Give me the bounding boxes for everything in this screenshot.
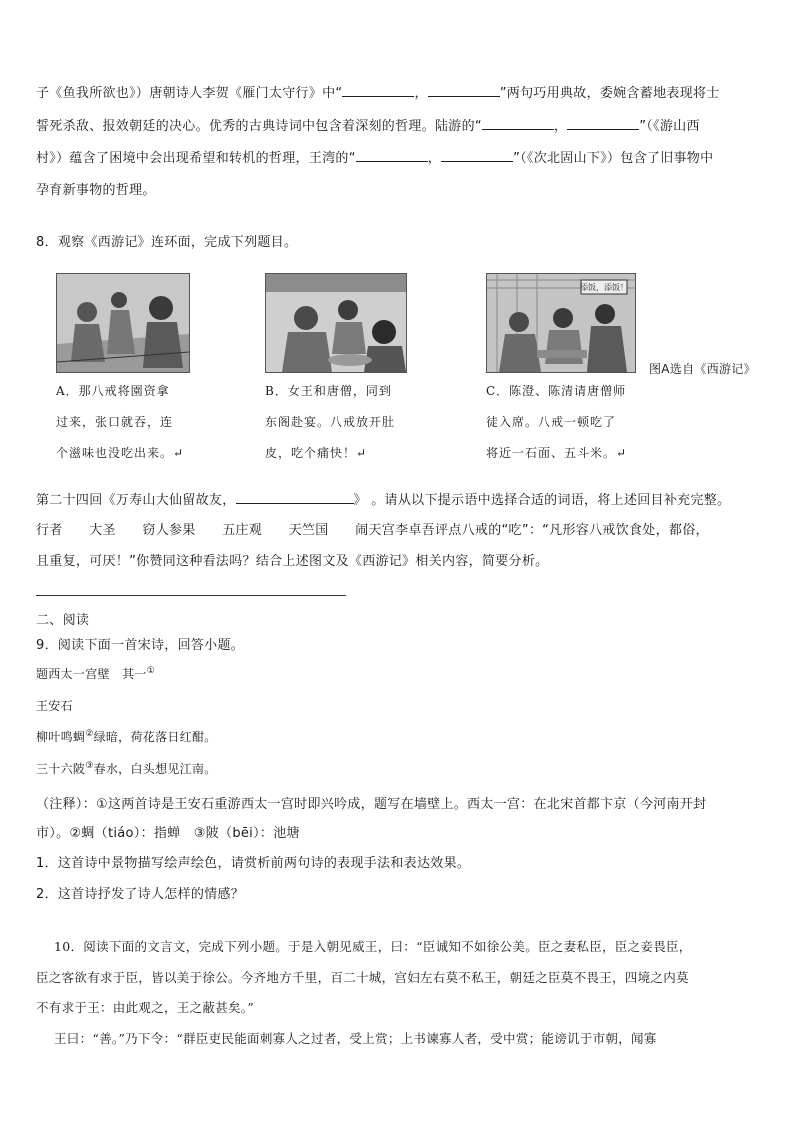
comic-illustration-b [266,274,406,372]
q8-paragraph-3: 且重复，可厌！”你赞同这种看法吗？结合上述图文及《西游记》相关内容，简要分析。 [36,554,549,569]
q10-line-1: 10．阅读下面的文言文，完成下列小题。于是入朝见威王，曰：“臣诚知不如徐公美。臣之妻私臣，臣之妾畏臣， [54,939,692,954]
image-source-label: 图A选自《西游记》 [649,362,756,376]
answer-blank[interactable] [441,149,513,162]
caption-b-line-1: B．女王和唐僧，同到 [265,384,392,398]
q7-line-4: 孕育新事物的哲理。 [36,183,156,198]
q10-line-3: 不有求于王：由此观之，王之蔽甚矣。” [36,1000,255,1015]
poem-author: 王安石 [36,699,73,713]
caption-a-line-2: 过来，张口就吞，连 [56,415,174,429]
annotation-line-1: （注释）：①这两首诗是王安石重游西太一宫时即兴吟成，题写在墙壁上。西太一宫：在北宋首都卞京（今河南开封 [36,797,707,812]
answer-blank[interactable] [342,84,414,97]
caption-b-line-2: 东阁赴宴。八戒放开肚 [265,415,396,429]
comic-panel-a [56,273,190,373]
q7-line-3: 村》）蕴含了困境中会出现希望和转机的哲理，王湾的“ ， ”（《次北固山下》）包含了旧事物中 [36,151,714,166]
answer-blank[interactable] [567,117,639,130]
q8-paragraph-2: 行者 大圣 窃人参果 五庄观 天竺国 闹天宫李卓吾评点八戒的“吃”：“凡形容八戒饮食处，都俗， [36,523,709,538]
comic-illustration-c [487,274,635,372]
comic-illustration-a [57,274,189,372]
q9-sub-question-2: 2．这首诗抒发了诗人怎样的情感？ [36,887,245,902]
q8-title: 8．观察《西游记》连环面，完成下列题目。 [36,235,298,250]
caption-c-line-1: C．陈澄、陈清请唐僧师 [486,384,627,398]
q9-sub-question-1: 1．这首诗中景物描写绘声绘色，请赏析前两句诗的表现手法和表达效果。 [36,856,471,871]
answer-blank[interactable] [482,117,554,130]
caption-a-line-3: 个滋味也没吃出来。↵ [56,446,185,460]
answer-blank[interactable] [356,149,428,162]
q10-line-4: 王曰：“善。”乃下令：“群臣吏民能面刺寡人之过者，受上赏；上书谏寡人者，受中赏；能谤讥于市朝，闻寡 [54,1031,657,1046]
q7-line-2: 誓死杀敌、报效朝廷的决心。优秀的古典诗词中包含着深刻的哲理。陆游的“ ， ”（《游山西 [36,119,700,134]
q10-line-2: 臣之客欲有求于臣，皆以美于徐公。今齐地方千里，百二十城，宫妇左右莫不私王，朝廷之臣莫不畏王，四境之内莫 [36,970,689,985]
section-heading: 二、阅读 [36,613,90,628]
answer-blank[interactable] [236,491,354,504]
q8-paragraph-1: 第二十四回《万寿山大仙留故友， 》 。请从以下提示语中选择合适的词语，将上述回目补充完整。 [36,493,731,508]
comic-speech-text: 添饭，添饭！ [580,283,628,292]
annotation-line-2: 市）。②蜩（tiáo）：指蝉 ③陂（bēi）：池塘 [36,826,300,841]
caption-a-line-1: A．那八戒将園资拿 [56,384,170,398]
caption-c-line-2: 徒入席。八戒一顿吃了 [486,415,617,429]
caption-c-line-3: 将近一石面、五斗米。↵ [486,446,628,460]
q7-line-1: 子《鱼我所欲也》）唐朝诗人李贺《雁门太守行》中“ ， ”两句巧用典故，委婉含蓄地表现将士 [36,86,720,101]
comic-panel-c [486,273,636,373]
section-divider [36,595,346,596]
q9-title: 9．阅读下面一首宋诗，回答小题。 [36,638,245,653]
answer-blank[interactable] [428,84,500,97]
comic-panel-b [265,273,407,373]
poem-line-1: 柳叶鸣蜩②绿暗，荷花落日红酣。 [36,729,217,744]
poem-title: 题西太一宫壁 其一① [36,666,156,681]
caption-b-line-3: 皮，吃个痛快！↵ [265,446,368,460]
poem-line-2: 三十六陂③春水，白头想见江南。 [36,761,217,776]
